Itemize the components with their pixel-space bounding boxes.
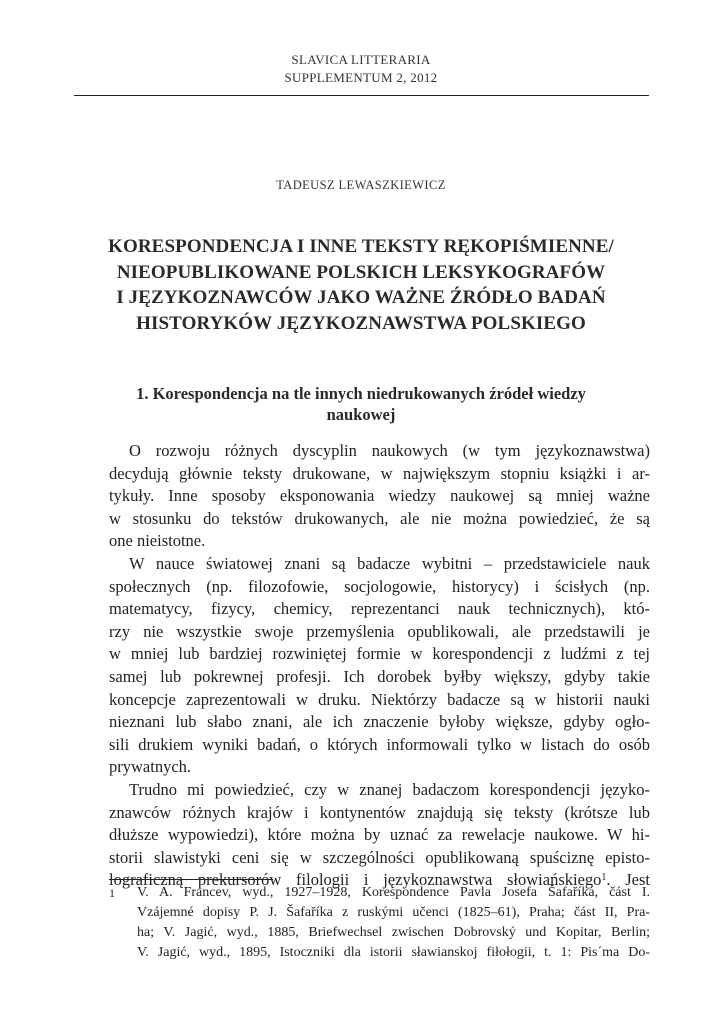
journal-name: SLAVICA LITTERARIA	[291, 52, 431, 67]
header-rule	[74, 95, 649, 96]
footnote	[109, 883, 650, 963]
body-line: znawców różnych krajów i kontynentów znajdują się teksty (krótsze lub	[109, 802, 650, 822]
author-name: TADEUSZ LEWASZKIEWICZ	[276, 178, 446, 192]
body-line: matematycy, fizycy, chemicy, reprezentanci nauk technicznych), któ-	[109, 599, 650, 619]
body-line: sili drukiem wyniki badań, o których informowali tylko w listach do osób	[109, 734, 650, 754]
body-line: w stosunku do tekstów drukowanych, ale nie można powiedzieć, że są	[109, 508, 650, 528]
body-line: O rozwoju różnych dyscyplin naukowych (w tym językoznawstwa)	[129, 441, 650, 460]
section-heading-line: 1. Korespondencja na tle innych niedrukowanych źródeł wiedzy	[136, 384, 586, 403]
footnote-rule	[109, 879, 273, 880]
body-text-fragment: lograficzną prekursorów filologii i językoznawstwa słowiańskiego	[109, 870, 602, 890]
body-line: W nauce światowej znani są badacze wybitni – przedstawiciele nauk	[129, 553, 650, 573]
footnote-line: Vzájemné dopisy P. J. Šafaříka z ruskými učenci (1825–61), Praha; část II, Pra-	[137, 905, 650, 920]
title-line: HISTORYKÓW JĘZYKOZNAWSTWA POLSKIEGO	[136, 312, 586, 334]
running-head	[0, 51, 722, 87]
body-line: samej lub pokrewnej profesji. Ich dorobek byłby większy, gdyby takie	[109, 666, 650, 686]
title-line: KORESPONDENCJA I INNE TEKSTY RĘKOPIŚMIENNE/	[108, 236, 614, 257]
body-line: społecznych (np. filozofowie, socjologowie, historycy) i ścisłych (np.	[109, 576, 650, 596]
body-line: dłuższe wypowiedzi), które można by uznać za rewelacje naukowe. W hi-	[109, 825, 650, 845]
section-heading	[96, 383, 626, 425]
body-line: prywatnych.	[109, 757, 192, 777]
body-text	[109, 440, 650, 892]
article-title	[80, 234, 642, 336]
body-line: w mniej lub bardziej rozwiniętej formie w korespondencji z ludźmi z tej	[109, 644, 650, 664]
journal-supplement: SUPPLEMENTUM 2, 2012	[284, 70, 438, 85]
body-text-fragment: . Jest	[606, 870, 651, 890]
section-heading-line: naukowej	[326, 405, 396, 424]
footnote-line: V. A. Francev, wyd., 1927–1928, Korespondence Pavla Josefa Šafaříka, část I.	[137, 885, 650, 900]
body-line: koncepcje zaprezentowali w druku. Niektórzy badacze są w historii nauki	[109, 689, 650, 709]
title-line: NIEOPUBLIKOWANE POLSKICH LEKSYKOGRAFÓW	[116, 261, 606, 283]
body-line: one nieistotne.	[109, 531, 206, 551]
footnote-reference[interactable]: 1	[601, 872, 607, 884]
footnote-number: 1	[109, 886, 115, 900]
body-line: Trudno mi powiedzieć, czy w znanej badaczom korespondencji języko-	[129, 779, 650, 799]
body-line: tykuły. Inne sposoby eksponowania wiedzy naukowej są mniej ważne	[109, 486, 650, 506]
footnote-line: V. Jagić, wyd., 1895, Istoczniki dla istorii sławianskoj fiłołogii, t. 1: Pis´ma Do-	[137, 945, 650, 960]
body-line: nieznani lub słabo znani, ale ich znaczenie byłoby większe, gdyby ogło-	[109, 712, 650, 732]
body-line: rzy nie wszystkie swoje przemyślenia opublikowali, ale przedstawili je	[109, 621, 650, 641]
body-line: decydują głównie teksty drukowane, w największym stopniu książki i ar-	[109, 463, 650, 483]
footnote-line: ha; V. Jagić, wyd., 1885, Briefwechsel zwischen Dobrovský und Kopitar, Berlin;	[137, 925, 650, 940]
title-line: I JĘZYKOZNAWCÓW JAKO WAŻNE ŹRÓDŁO BADAŃ	[116, 287, 606, 308]
body-line: storii slawistyki ceni się w szczególności opublikowaną spuściznę episto-	[109, 847, 650, 867]
